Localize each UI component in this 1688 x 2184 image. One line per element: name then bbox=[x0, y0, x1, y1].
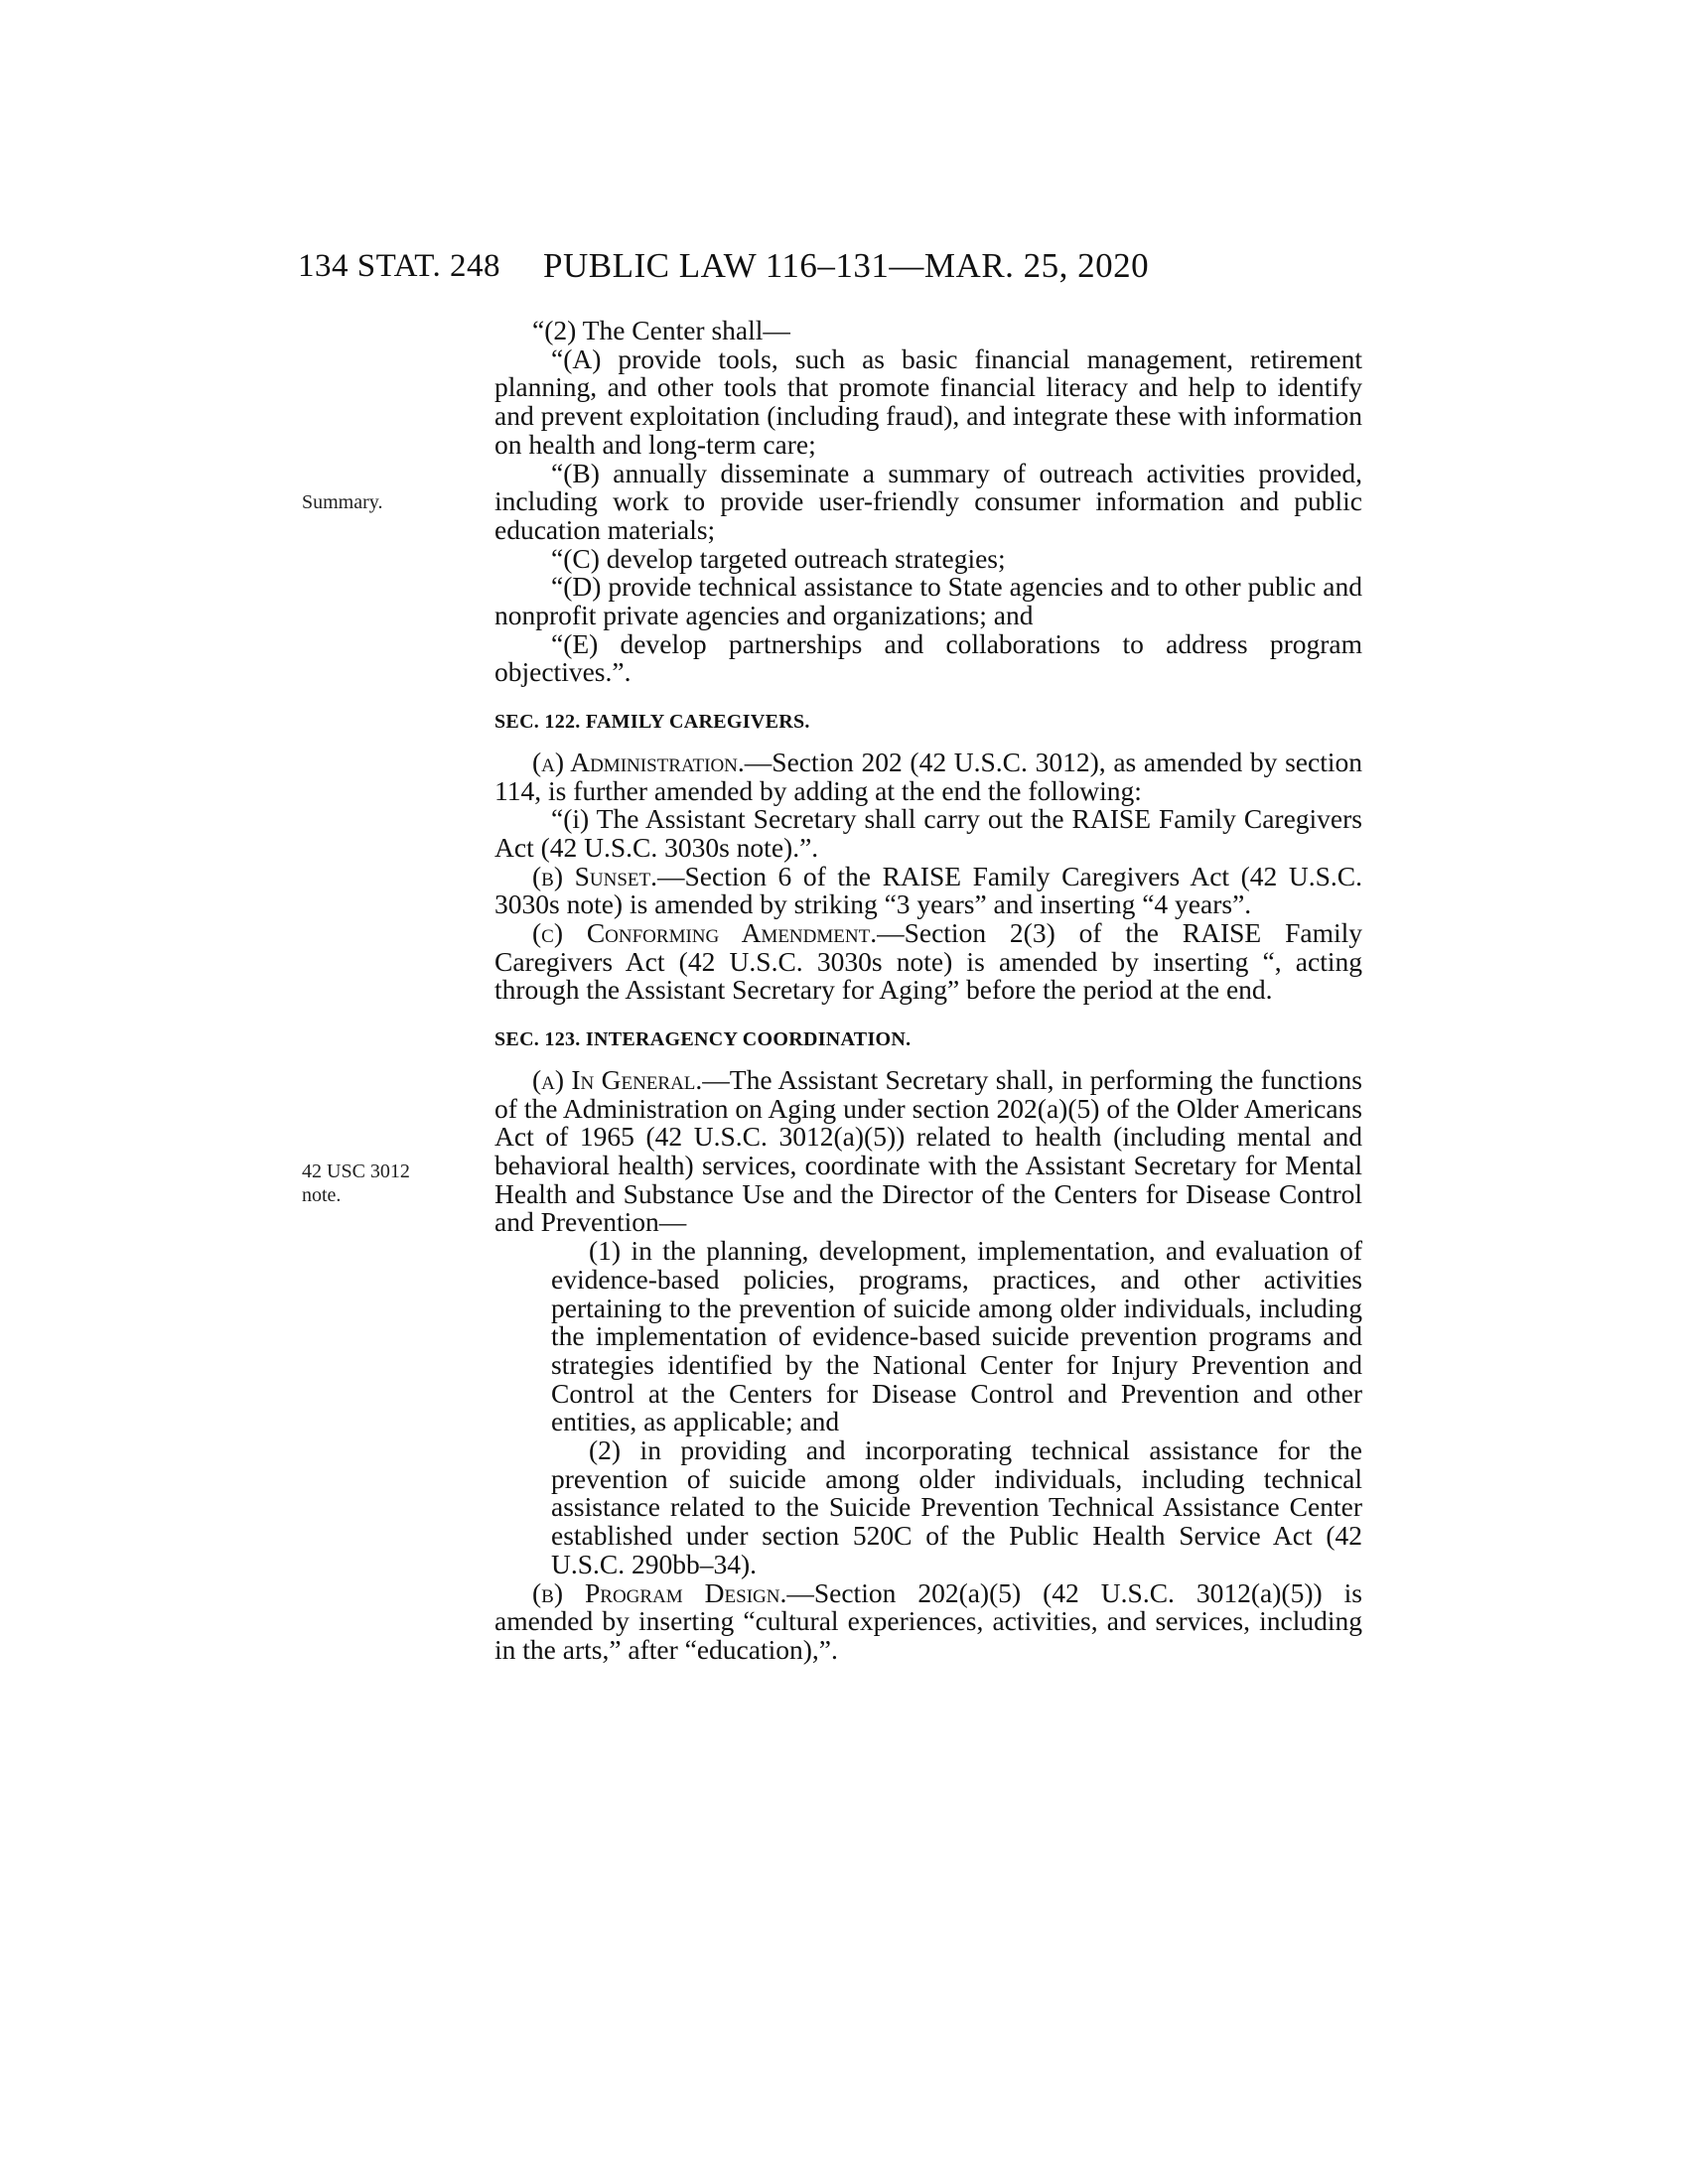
subsection-b-heading: (b) Program Design. bbox=[532, 1576, 787, 1608]
subsection-a-text: —Section 202 (42 U.S.C. 3012), as amended by section 114, is further amended by adding at the end the following: bbox=[494, 746, 1362, 806]
margin-note-summary: Summary. bbox=[302, 491, 383, 513]
section-123-paragraph-2: (2) in providing and incorporating technical assistance for the prevention of suicide among older individuals, including technical assistance related to the Suicide Prevention Technical Assistance Center established under section 520C of the Public Health Service Act (42 U.S.C. 290bb–34). bbox=[551, 1434, 1362, 1579]
subsection-b-text: —Section 6 of the RAISE Family Caregivers Act (42 U.S.C. 3030s note) is amended by striking “3 years” and inserting “4 years”. bbox=[494, 860, 1362, 920]
section-122-subsection-b bbox=[494, 860, 1362, 920]
section-122-heading: SEC. 122. FAMILY CAREGIVERS. bbox=[494, 711, 810, 734]
statute-body bbox=[494, 317, 1362, 1665]
subsection-c-text: —Section 2(3) of the RAISE Family Caregivers Act (42 U.S.C. 3030s note) is amended by inserting “, acting through the Assistant Secretary for Aging” before the period at the end. bbox=[494, 917, 1362, 1006]
section-123-subsection-b bbox=[494, 1576, 1362, 1665]
subsection-a-text: —The Assistant Secretary shall, in performing the functions of the Administration on Aging under section 202(a)(5) of the Older Americans Act of 1965 (42 U.S.C. 3012(a)(5)) related to health (including mental and behavioral health) services, coordinate with the Assistant Secretary for Mental Health and Substance Use and the Director of the Centers for Disease Control and Prevention— bbox=[494, 1063, 1362, 1238]
paragraph-center-shall: “(2) The Center shall— bbox=[532, 315, 790, 345]
public-law-title: PUBLIC LAW 116–131—MAR. 25, 2020 bbox=[543, 246, 1150, 285]
subsection-b-heading: (b) Sunset. bbox=[532, 860, 657, 891]
subparagraph-a: “(A) provide tools, such as basic financial management, retirement planning, and other tools that promote financial literacy and help to identify and prevent exploitation (including fraud), and integrate these with information on health and long-term care; bbox=[494, 342, 1362, 460]
subparagraph-d: “(D) provide technical assistance to State agencies and to other public and nonprofit private agencies and organizations; and bbox=[494, 571, 1362, 631]
subparagraph-e: “(E) develop partnerships and collaborations to address program objectives.”. bbox=[494, 627, 1362, 688]
section-123-subsection-a bbox=[494, 1063, 1362, 1238]
subsection-a-heading: (a) In General. bbox=[532, 1063, 703, 1095]
stat-page-reference: 134 STAT. 248 bbox=[298, 248, 501, 284]
section-122-subsection-c bbox=[494, 919, 1362, 1005]
margin-note-usc-line1: 42 USC 3012 bbox=[302, 1160, 410, 1182]
margin-note-usc-ref bbox=[302, 1160, 410, 1207]
section-122-quoted-text: “(i) The Assistant Secretary shall carry out the RAISE Family Caregivers Act (42 U.S.C. 3030s note).”. bbox=[494, 803, 1362, 863]
subsection-a-heading: (a) Administration. bbox=[532, 746, 745, 777]
section-123-heading: SEC. 123. INTERAGENCY COORDINATION. bbox=[494, 1028, 912, 1051]
section-123-paragraph-1: (1) in the planning, development, implementation, and evaluation of evidence-based policies, programs, practices, and other activities pertaining to the prevention of suicide among older individuals, including the implementation of evidence-based suicide prevention programs and strategies identified by the National Center for Injury Prevention and Control at the Centers for Disease Control and Prevention and other entities, as applicable; and bbox=[551, 1235, 1362, 1437]
subsection-c-heading: (c) Conforming Amendment. bbox=[532, 917, 878, 949]
subsection-b-text: —Section 202(a)(5) (42 U.S.C. 3012(a)(5)) is amended by inserting “cultural experiences, activities, and services, including in the arts,” after “education),”. bbox=[494, 1576, 1362, 1665]
subparagraph-c: “(C) develop targeted outreach strategies; bbox=[551, 542, 1006, 574]
section-122-subsection-a bbox=[494, 746, 1362, 806]
subparagraph-b: “(B) annually disseminate a summary of outreach activities provided, including work to provide user-friendly consumer information and public education materials; bbox=[494, 457, 1362, 545]
margin-note-usc-line2: note. bbox=[302, 1184, 342, 1206]
